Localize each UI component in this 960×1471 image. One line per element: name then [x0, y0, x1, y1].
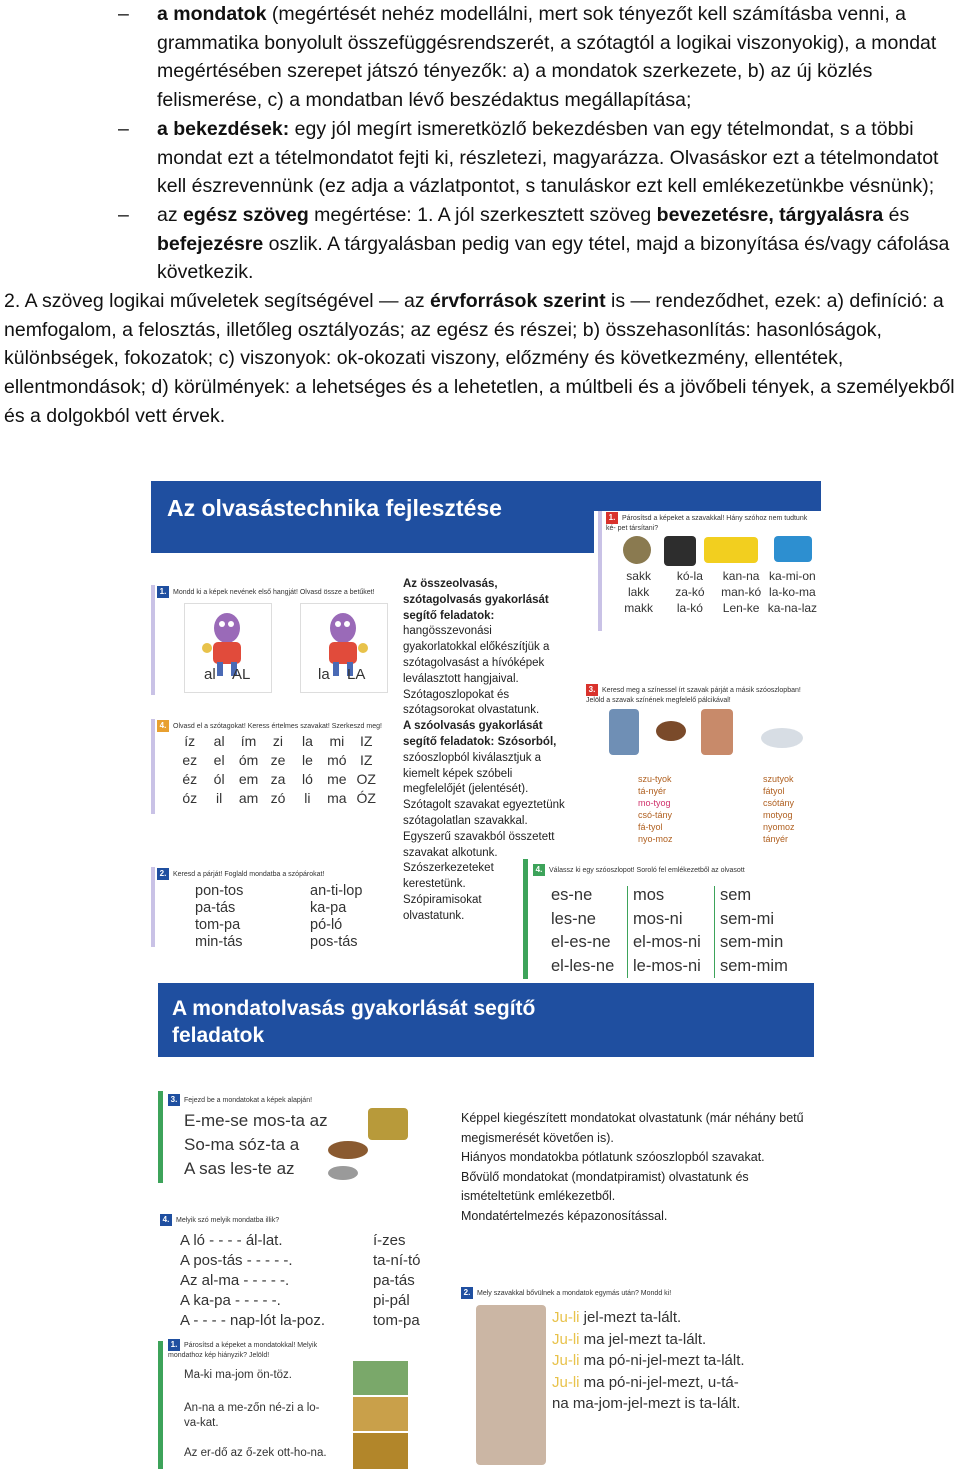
description-line: kiemelt képek szóbeli [403, 767, 513, 780]
sentence [552, 1372, 752, 1415]
description-line: Szópiramisokat [403, 893, 482, 906]
description-paragraph: Mondatértelmezés képazonosítással. [461, 1208, 668, 1223]
sentence-list [180, 1231, 325, 1331]
term-bekezdesek: a bekezdések: [157, 117, 290, 140]
syllable: ze [270, 752, 286, 768]
syllable: ÓZ [356, 790, 376, 806]
item-text: egy jól megírt ismeretközlő bekezdésben van egy tételmondat, s a többi mondat ezt a tételmondatot fejti ki, részletezi, magyarázza. Olvasáskor ezt a tételmondatot kell észrevennünk (ez adja a vázlatpontot, s tanuláskor ezt kell emlékezetünkbe vésnünk); [157, 117, 939, 198]
picture-frame [300, 603, 388, 693]
jacket-icon [664, 536, 696, 566]
syllable: le [301, 752, 313, 768]
syllable: ló [301, 771, 313, 787]
task-number: 4. [157, 720, 169, 732]
dash-bullet: – [118, 117, 129, 140]
boy-illustration [609, 709, 639, 755]
task-2-heading [461, 1287, 671, 1299]
word: sem [720, 886, 752, 904]
word: ta-ní-tó [373, 1252, 421, 1269]
word: nyo-moz [638, 834, 673, 844]
word: motyog [763, 810, 793, 820]
description-line: szótagsorokat olvastatunk. [403, 704, 540, 717]
highlighted-name: Ju-li [552, 1309, 580, 1326]
task-number: 1. [606, 512, 618, 524]
syllable: ez [182, 752, 198, 768]
word: szutyok [763, 774, 794, 784]
word: sem-min [720, 933, 784, 951]
picture-deer-forest [353, 1433, 408, 1469]
column-divider [714, 886, 715, 978]
task-number: 3. [168, 1094, 180, 1106]
jacket-icon [368, 1108, 408, 1140]
document-text [0, 0, 960, 431]
description-line: segítő feladatok: [403, 609, 495, 622]
word: makk [624, 601, 653, 615]
syllable: mó [327, 752, 347, 768]
sentence-text: jel-mezt ta-lált. [579, 1309, 682, 1326]
description-line: segítő feladatok: Szósorból, [403, 735, 557, 748]
word-column-right [310, 883, 362, 951]
syllable: el [213, 752, 225, 768]
syllable: ím [240, 733, 257, 749]
term-bevezetes-targyalas: bevezetésre, tárgyalásra [656, 203, 884, 226]
grandma-illustration [701, 709, 733, 755]
watering-can-icon [774, 536, 812, 562]
sentence: Ma-ki ma-jom ön-töz. [184, 1369, 292, 1381]
sentence: E-me-se mos-ta az [184, 1111, 328, 1130]
word: pon-tos [195, 883, 244, 899]
task-bar [158, 1341, 163, 1469]
description-line: hangösszevonási [403, 625, 492, 638]
task-instruction: Melyik szó melyik mondatba illik? [176, 1217, 280, 1224]
description-line: szótagolvasást a hívóképek [403, 656, 545, 669]
word: csótány [763, 798, 795, 808]
label: al [204, 666, 216, 683]
word: la-ko-ma [769, 585, 816, 599]
word: sem-mim [720, 956, 788, 975]
word: fátyol [763, 786, 785, 796]
syllable: óz [182, 790, 198, 806]
syllable: mi [329, 733, 345, 749]
word: sakk [626, 569, 651, 583]
task-bar [151, 585, 155, 695]
syllable: la [301, 733, 313, 749]
label: LA [347, 666, 366, 683]
task-bar [151, 867, 155, 947]
syllable: li [304, 790, 311, 806]
task-number: 1. [157, 586, 169, 598]
word: la-kó [676, 601, 703, 615]
task-3-heading [168, 1094, 312, 1106]
task-4-heading [157, 720, 382, 732]
task-bar [523, 859, 528, 979]
sentence [552, 1350, 752, 1372]
syllable: éz [182, 771, 198, 787]
task-instruction: Párosítsd a képeket a mondatokkal! Melyik mondathoz kép hiányzik? Jelöld! [168, 1342, 318, 1359]
textbook-figure-mondatolvasas [158, 983, 814, 1471]
figure-title: A mondatolvasás gyakorlását segítő [172, 997, 536, 1020]
sentence: A ló - - - - ál-lat. [180, 1232, 283, 1249]
word: mos-ni [633, 909, 683, 928]
task-instruction: Olvasd el a szótagokat! Keress értelmes szavakat! Szerkeszd meg! [173, 723, 382, 730]
word: nyomoz [763, 822, 795, 832]
sentence: A - - - - nap-lót la-poz. [180, 1312, 326, 1329]
word: pa-tás [373, 1272, 415, 1289]
label: la [318, 666, 330, 683]
list-item-bekezdesek [0, 115, 960, 201]
method-description [461, 1109, 806, 1226]
truck-icon [704, 537, 758, 563]
item-text: megértése: 1. A jól szerkesztett szöveg [308, 203, 657, 226]
sentence: Az al-ma - - - - -. [180, 1272, 290, 1289]
word: le-mos-ni [633, 956, 701, 975]
task-instruction: Párosítsd a képeket a szavakkal! Hány szóhoz nem tudtunk ké- pet társítani? [606, 515, 808, 532]
word: pa-tás [195, 900, 236, 916]
word-pyramid-column [551, 884, 614, 978]
description-line: szótagolatlan szavakkal. [403, 814, 528, 827]
mouse-icon [328, 1166, 358, 1180]
word-column-syllabled [638, 773, 673, 845]
description-line: Szótagolt szavakat egyeztetünk [403, 799, 565, 812]
cockroach-illustration [656, 721, 686, 741]
paragraph-text: is — rendeződhet, ezek: a) definíció: a nemfogalom, a felosztás, illetőleg osztályozás; az egész és részei; b) összehasonlítás: hasonlóságok, különbségek, fokozatok; c) viszonyok: ok-okozati viszony, előzmény és következmény, ellentétek, ellentmondások; d) körülmények: a lehetséges és a lehetetlen, a múltbeli és a jövőbeli tények, a személyekből és a dolgokból vett érvek. [4, 290, 955, 427]
word: kan-na [722, 569, 760, 583]
description-line: megfelelőjét (jelentését). [403, 783, 529, 796]
word-grid [613, 569, 818, 615]
picture-frame [184, 603, 272, 693]
paragraph-2 [0, 287, 960, 431]
description-line: Szótagoszlopokat és [403, 688, 510, 701]
syllable: zi [272, 733, 284, 749]
highlighted-name: Ju-li [552, 1352, 580, 1369]
task-instruction: Válassz ki egy szóoszlopot! Soroló fel emlékezetből az olvasott [549, 867, 745, 874]
paragraph-text: 2. A szöveg logikai műveletek segítségével — az [4, 290, 430, 313]
figure-title: feladatok [172, 1024, 265, 1047]
word: ka-mi-on [769, 569, 816, 583]
description-line: Egyszerű szavakból összetett [403, 830, 555, 843]
list-item-egesz-szoveg [0, 201, 960, 287]
word: man-kó [721, 585, 762, 599]
syllable: óm [238, 752, 259, 768]
acorn-icon [623, 536, 651, 564]
task-number: 2. [461, 1287, 473, 1299]
sentence-list [184, 1109, 328, 1181]
description-line: olvastatunk. [403, 909, 465, 922]
task-2-heading [157, 868, 324, 880]
dash-bullet: – [118, 3, 129, 25]
term-mondatok: a mondatok [157, 3, 267, 25]
word: lakk [627, 585, 650, 599]
label: AL [232, 666, 251, 683]
task-number: 2. [157, 868, 169, 880]
task-number: 1. [168, 1339, 180, 1351]
task-4-heading [160, 1214, 279, 1226]
highlighted-name: Ju-li [552, 1330, 580, 1348]
word: tom-pa [195, 917, 241, 933]
syllable: OZ [356, 771, 376, 787]
task-bar [158, 1091, 163, 1183]
textbook-figure-olvasastechnika [151, 481, 821, 981]
sentence-pyramid [552, 1307, 752, 1415]
word: les-ne [551, 909, 596, 928]
syllable: ól [213, 771, 225, 787]
sentence [552, 1307, 752, 1329]
task-bar [151, 719, 155, 814]
term-egesz-szoveg: egész szöveg [183, 203, 309, 226]
sentence-text: ma pó-ni-jel-mezt ta-lált. [579, 1352, 745, 1369]
syllable: IZ [360, 733, 373, 749]
task-instruction: Fejezd be a mondatokat a képek alapján! [184, 1097, 313, 1104]
highlighted-name: Ju-li [552, 1373, 580, 1391]
word: pos-tás [310, 934, 358, 950]
sentence: A sas les-te az [184, 1159, 295, 1178]
item-text: oszlik. A tárgyalásban pedig van egy tétel, majd a bizonyítása és/vagy cáfolása következik. [157, 232, 950, 284]
sentence-text: ma pó-ni-jel-mezt, u-tá-na ma-jom-jel-mezt is ta-lált. [552, 1373, 741, 1412]
word: tányér [763, 834, 789, 844]
syllable: za [270, 771, 286, 787]
task-1-heading [168, 1339, 348, 1360]
sentence-text: ma jel-mezt ta-lált. [579, 1330, 707, 1348]
word-column-plain [763, 773, 795, 845]
figure-title: Az olvasástechnika fejlesztése [167, 495, 502, 521]
term-ervforrasok: érvforrások szerint [429, 290, 606, 313]
syllable-grid [175, 733, 381, 806]
description-line: kerestetünk. [403, 878, 466, 891]
syllable: al [213, 733, 225, 749]
word: el-les-ne [551, 956, 615, 975]
sentence: An-na a me-zőn né-zi a lo-va-kat. [184, 1402, 320, 1429]
item-text: és [883, 203, 910, 226]
task-number: 3. [586, 684, 598, 696]
description-paragraph: Hiányos mondatokba pótlatunk szóoszlopból szavakat. [461, 1150, 765, 1164]
word-column [373, 1231, 421, 1331]
description-line: A szóolvasás gyakorlását [403, 720, 543, 733]
word: mos [633, 886, 665, 904]
word: szu-tyok [638, 774, 672, 784]
list-item-mondatok [0, 0, 960, 115]
description-line: leválasztott hangjaival. [403, 672, 519, 685]
word-pyramid-column [633, 884, 701, 978]
word: sem-mi [720, 909, 775, 928]
item-text: (megértését nehéz modellálni, mert sok tényezőt kell számításba venni, a grammatika bonyolult összefüggésrendszerét, a szótagtól a logikai viszonyokig), a mondat megértésében szerepet játszó tényezők: a) a mondatok szerkezete, b) az új közlés felismerése, c) a mondatban lévő beszédaktus megállapítása; [157, 3, 937, 112]
item-text: az [157, 203, 184, 226]
word: za-kó [675, 585, 705, 599]
word: ka-na-laz [767, 601, 818, 615]
syllable: il [216, 790, 223, 806]
children-costumes-illustration [476, 1305, 546, 1465]
task-3-heading [586, 684, 818, 706]
sentence [552, 1329, 752, 1351]
description-line: szóoszlopból kiválasztjuk a [403, 751, 542, 764]
description-line: szavakat alkotunk. [403, 846, 498, 859]
task-instruction: Mely szavakkal bővülnek a mondatok egymás után? Mondd ki! [477, 1290, 672, 1297]
word: pó-ló [310, 917, 343, 933]
column-divider [627, 886, 628, 978]
description-line: gyakorlatokkal előkészítjük a [403, 641, 550, 654]
word: kó-la [676, 569, 703, 583]
syllable: íz [184, 733, 196, 749]
task-instruction: Mondd ki a képek nevének első hangját! Olvasd össze a betűket! [173, 589, 375, 596]
figure-banner [158, 983, 814, 1057]
syllable: zó [270, 790, 286, 806]
description-line: Szószerkezeteket [403, 862, 494, 875]
task-1-heading [157, 586, 375, 598]
word: csó-tány [638, 810, 673, 820]
word: mo-tyog [638, 798, 671, 808]
word: fá-tyol [638, 822, 663, 832]
task-number: 4. [533, 864, 545, 876]
dash-bullet: – [118, 203, 129, 226]
syllable: em [238, 771, 259, 787]
task-4b-heading [533, 864, 745, 876]
sentence: Az er-dő az ő-zek ott-ho-na. [184, 1447, 327, 1459]
word: ka-pa [310, 900, 347, 916]
word: tá-nyér [638, 786, 667, 796]
word: el-mos-ni [633, 933, 701, 951]
picture-horses-field [353, 1397, 408, 1431]
word: min-tás [195, 934, 243, 950]
word: í-zes [373, 1232, 406, 1249]
task-bar [598, 511, 602, 631]
word: pi-pál [373, 1292, 410, 1309]
description-line: Az összeolvasás, [403, 578, 498, 590]
description-line: szótagolvasás gyakorlását [403, 593, 549, 606]
sentence: A ka-pa - - - - -. [180, 1292, 281, 1309]
bowl-icon [328, 1141, 368, 1159]
task-1r-heading [606, 512, 816, 533]
sentence: A pos-tás - - - - -. [180, 1252, 293, 1269]
word-pyramid-column [720, 884, 788, 978]
syllable: me [327, 771, 347, 787]
picture-monkey-watering [353, 1361, 408, 1395]
syllable: ma [327, 790, 347, 806]
task-number: 4. [160, 1214, 172, 1226]
syllable: am [238, 790, 259, 806]
word: es-ne [551, 886, 593, 904]
task-instruction: Keresd meg a színessel írt szavak párját a másik szóoszlopban! Jelöld a szavak színének megfelelő pálcikával! [586, 687, 801, 704]
word: Len-ke [722, 601, 760, 615]
plate-illustration [761, 728, 803, 748]
word: el-es-ne [551, 933, 611, 951]
task-instruction: Keresd a párját! Foglald mondatba a szópárokat! [173, 871, 325, 878]
description-paragraph: Képpel kiegészített mondatokat olvastatunk (már néhány betű megismerését követően is). [461, 1111, 804, 1145]
word: tom-pa [373, 1312, 420, 1329]
syllable: IZ [360, 752, 373, 768]
sentence: So-ma sóz-ta a [184, 1135, 300, 1154]
description-paragraph: Bővülő mondatokat (mondatpiramist) olvastatunk és ismételtetünk emlékezetből. [461, 1169, 749, 1203]
term-befejezes: befejezésre [157, 232, 264, 255]
word: an-ti-lop [310, 883, 363, 899]
word-column-left [195, 883, 243, 951]
